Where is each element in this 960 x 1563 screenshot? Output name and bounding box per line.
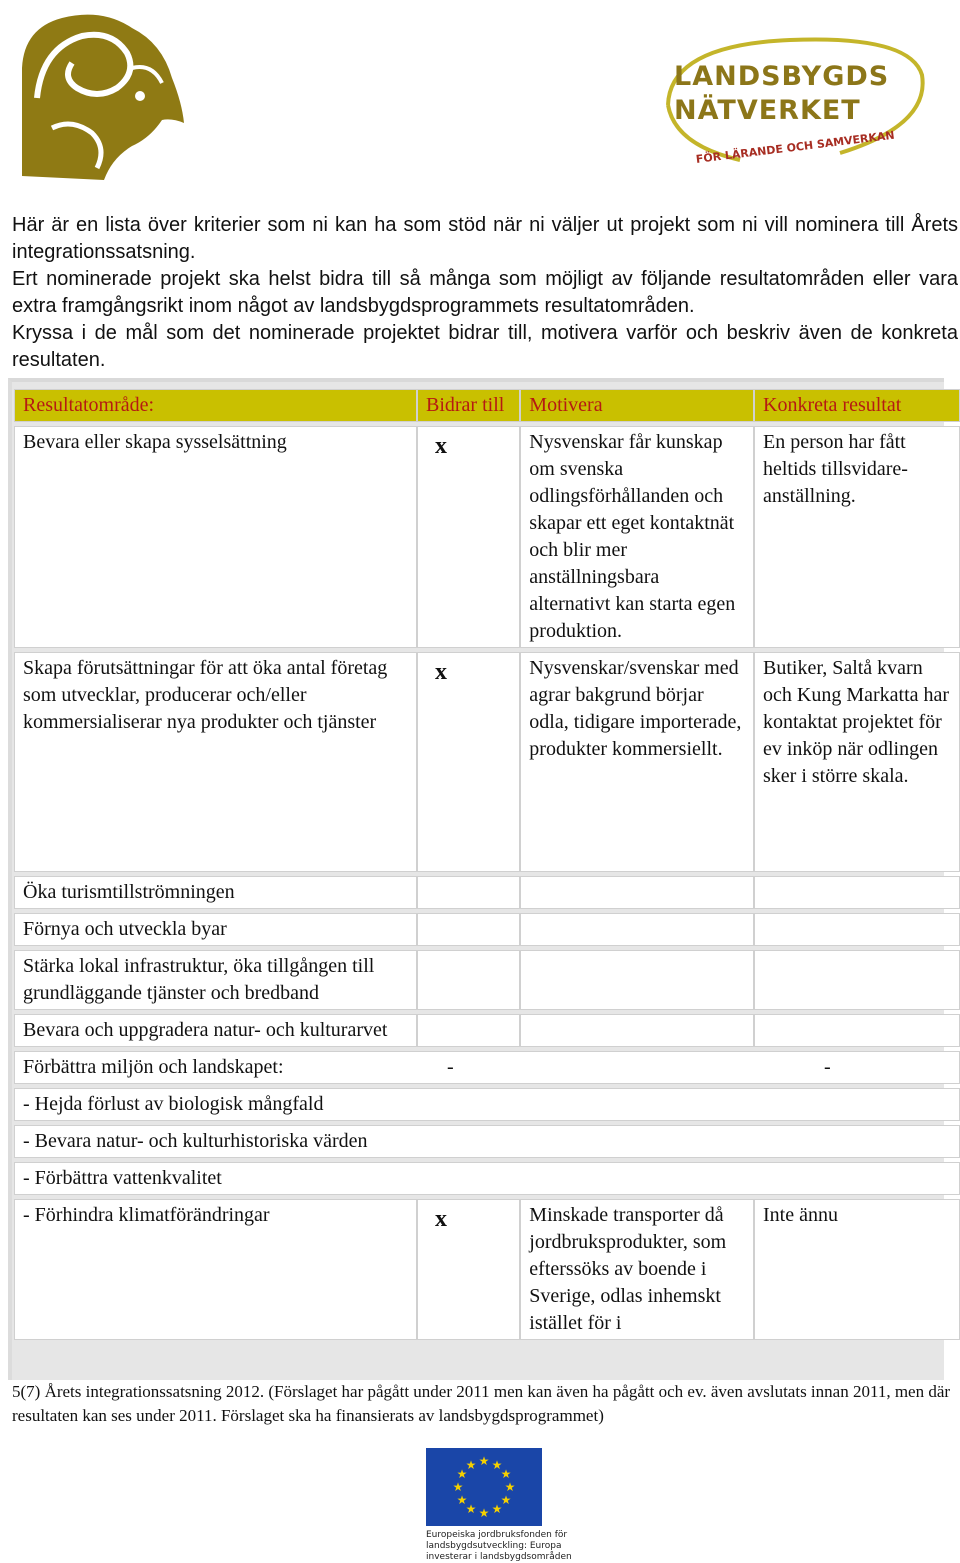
logo-line2: NÄTVERKET <box>674 95 861 126</box>
result-cell[interactable] <box>754 950 960 1010</box>
result-cell[interactable]: Butiker, Saltå kvarn och Kung Markatta har kontaktat projektet för ev inköp när odlingen sker i större skala. <box>754 652 960 872</box>
motivate-cell <box>520 1051 754 1084</box>
mark-cell[interactable] <box>417 876 520 909</box>
logo-line1: LANDSBYGDS <box>674 61 890 92</box>
mark-cell[interactable] <box>417 950 520 1010</box>
result-cell[interactable]: Inte ännu <box>754 1199 960 1340</box>
svg-text:★: ★ <box>478 1506 490 1520</box>
result-cell: - <box>754 1051 960 1084</box>
area-cell: Skapa förutsättningar för att öka antal företag som utvecklar, producerar och/eller kommersialiserar nya produkter och tjänster <box>14 652 417 872</box>
result-cell[interactable] <box>754 1014 960 1047</box>
table-row <box>14 1051 960 1084</box>
motivate-cell[interactable]: Minskade transporter då jordbruksprodukter, som efterssöks av boende i Sverige, odlas inhemskt istället för i <box>520 1199 754 1340</box>
intro-paragraph-3: Kryssa i de mål som det nominerade projektet bidrar till, motivera varför och beskriv även de konkreta resultaten. <box>12 322 958 371</box>
svg-text:★: ★ <box>491 1502 503 1516</box>
eu-stars-icon <box>426 1448 542 1526</box>
result-cell[interactable]: En person har fått heltids tillsvidare-anställning. <box>754 426 960 648</box>
svg-text:★: ★ <box>500 1467 512 1481</box>
svg-text:★: ★ <box>465 1458 477 1472</box>
landsbygdsnatverket-logo <box>660 35 930 185</box>
table-row <box>14 1125 960 1158</box>
mark-cell[interactable] <box>417 1014 520 1047</box>
checkmark-x: x <box>434 1206 447 1232</box>
svg-text:★: ★ <box>456 1467 468 1481</box>
intro-paragraph-1: Här är en lista över kriterier som ni kan ha som stöd när ni väljer ut projekt som ni vill nominera till Årets integrationssatsning. <box>12 214 958 263</box>
mark-cell[interactable] <box>417 426 520 648</box>
area-cell: Stärka lokal infrastruktur, öka tillgången till grundläggande tjänster och bredband <box>14 950 417 1010</box>
area-cell: Bevara och uppgradera natur- och kulturarvet <box>14 1014 417 1047</box>
svg-text:★: ★ <box>452 1480 464 1494</box>
eu-caption-line3: investerar i landsbygdsområden <box>426 1552 572 1562</box>
svg-text:★: ★ <box>491 1458 503 1472</box>
table-row <box>14 950 960 1010</box>
svg-text:★: ★ <box>465 1502 477 1516</box>
eu-caption <box>426 1530 572 1563</box>
intro-text <box>12 212 958 374</box>
page-footer: 5(7) Årets integrationssatsning 2012. (Förslaget har pågått under 2011 men kan även ha pågått och ev. även avslutats innan 2011, men där resultaten kan ses under 2011. Förslaget ska ha finansierats av landsbygdsprogrammet) <box>12 1382 951 1425</box>
result-cell[interactable] <box>754 876 960 909</box>
result-cell[interactable] <box>754 913 960 946</box>
motivate-cell[interactable] <box>520 1014 754 1047</box>
table-row <box>14 1088 960 1121</box>
table-row <box>14 426 960 648</box>
ram-logo <box>12 8 187 180</box>
ram-logo-icon <box>12 8 187 180</box>
mark-cell[interactable] <box>417 652 520 872</box>
area-cell: - Hejda förlust av biologisk mångfald <box>14 1088 960 1121</box>
table-row <box>14 1014 960 1047</box>
table-row <box>14 1162 960 1195</box>
motivate-cell[interactable]: Nysvenskar får kunskap om svenska odlingsförhållanden och skapar ett eget kontaktnät och blir mer anställningsbara alternativt kan starta egen produktion. <box>520 426 754 648</box>
svg-text:★: ★ <box>504 1480 516 1494</box>
area-cell: - Förbättra vattenkvalitet <box>14 1162 960 1195</box>
motivate-cell[interactable] <box>520 950 754 1010</box>
area-cell: Förnya och utveckla byar <box>14 913 417 946</box>
mark-cell: - <box>417 1051 520 1084</box>
eu-caption-line2: landsbygdsutveckling: Europa <box>426 1541 562 1551</box>
header-konkreta-resultat: Konkreta resultat <box>754 389 960 422</box>
svg-text:★: ★ <box>456 1493 468 1507</box>
table-row <box>14 876 960 909</box>
area-cell: Öka turismtillströmningen <box>14 876 417 909</box>
eu-flag <box>426 1448 542 1526</box>
svg-text:★: ★ <box>500 1493 512 1507</box>
motivate-cell[interactable]: Nysvenskar/svenskar med agrar bakgrund börjar odla, tidigare importerade, produkter kommersiellt. <box>520 652 754 872</box>
table-row <box>14 652 960 872</box>
header-resultatomrade: Resultatområde: <box>14 389 417 422</box>
motivate-cell[interactable] <box>520 876 754 909</box>
intro-paragraph-2: Ert nominerade projekt ska helst bidra till så många som möjligt av följande resultatområden eller vara extra framgångsrikt inom något av landsbygdsprogrammets resultatområden. <box>12 268 958 317</box>
logo-tagline: FÖR LÄRANDE OCH SAMVERKAN <box>695 128 896 166</box>
area-cell: Bevara eller skapa sysselsättning <box>14 426 417 648</box>
eu-caption-line1: Europeiska jordbruksfonden för <box>426 1530 568 1540</box>
svg-text:★: ★ <box>478 1454 490 1468</box>
area-cell: - Bevara natur- och kulturhistoriska värden <box>14 1125 960 1158</box>
table-header-row <box>14 389 960 422</box>
criteria-table <box>14 385 960 1344</box>
mark-cell[interactable] <box>417 913 520 946</box>
header-motivera: Motivera <box>520 389 754 422</box>
mark-cell[interactable] <box>417 1199 520 1340</box>
area-cell: Förbättra miljön och landskapet: <box>14 1051 417 1084</box>
checkmark-x: x <box>434 433 447 459</box>
table-row <box>14 913 960 946</box>
checkmark-x: x <box>434 659 447 685</box>
table-row <box>14 1199 960 1340</box>
area-cell: - Förhindra klimatförändringar <box>14 1199 417 1340</box>
motivate-cell[interactable] <box>520 913 754 946</box>
header-bidrar-till: Bidrar till <box>417 389 520 422</box>
